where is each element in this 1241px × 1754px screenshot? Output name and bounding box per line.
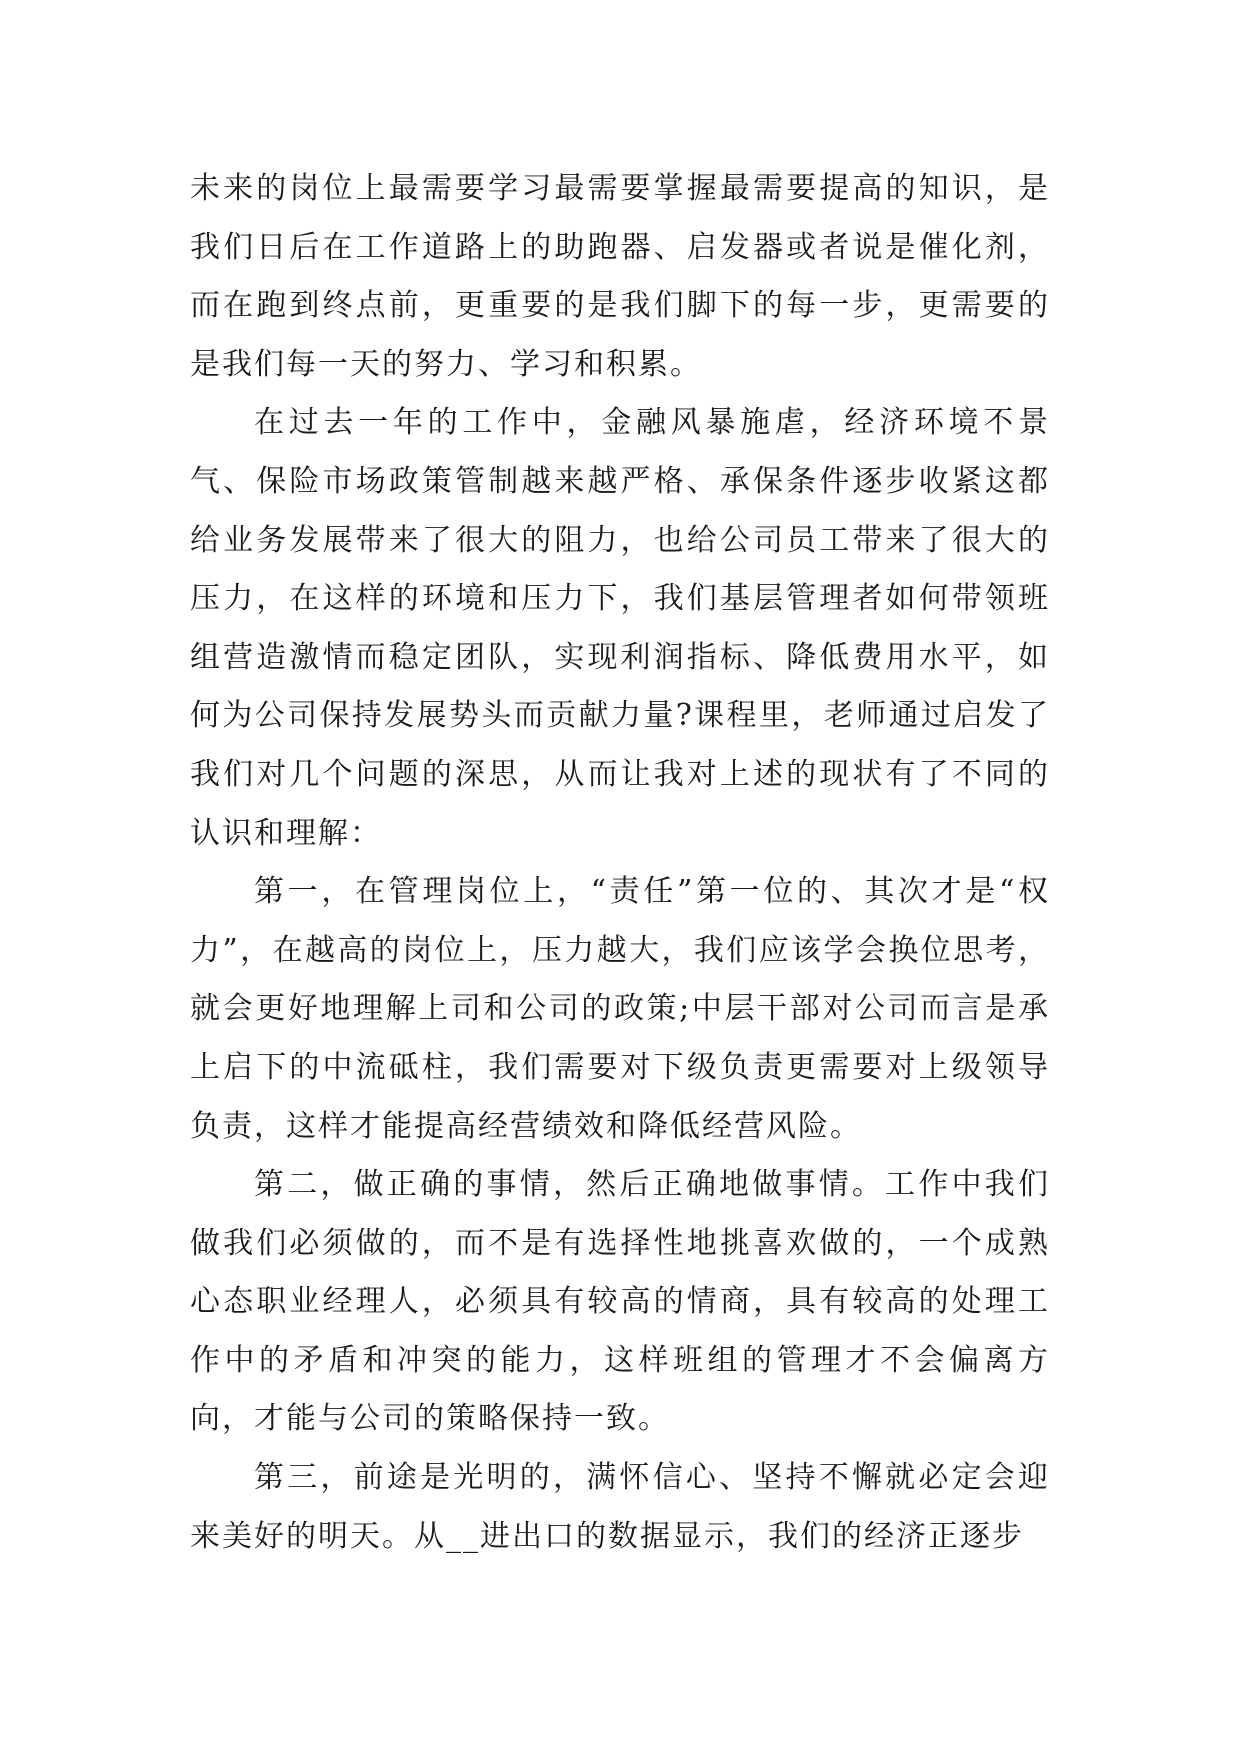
paragraph-2: 在过去一年的工作中，金融风暴施虐，经济环境不景气、保险市场政策管制越来越严格、承保条件逐步收紧这都给业务发展带来了很大的阻力，也给公司员工带来了很大的压力，在这样的环境和压力下，我们基层管理者如何带领班组营造激情而稳定团队，实现利润指标、降低费用水平，如何为公司保持发展势头而贡献力量?课程里，老师通过启发了我们对几个问题的深思，从而让我对上述的现状有了不同的认识和理解： (190, 405, 1050, 851)
paragraph-5: 第三，前途是光明的，满怀信心、坚持不懈就必定会迎来美好的明天。从__进出口的数据显示，我们的经济正逐步 (190, 1460, 1050, 1554)
document-body (190, 160, 1050, 1566)
paragraph-1: 未来的岗位上最需要学习最需要掌握最需要提高的知识，是我们日后在工作道路上的助跑器、启发器或者说是催化剂，而在跑到终点前，更重要的是我们脚下的每一步，更需要的是我们每一天的努力、学习和积累。 (190, 171, 1050, 382)
paragraph-3: 第一，在管理岗位上，“责任”第一位的、其次才是“权力”，在越高的岗位上，压力越大，我们应该学会换位思考，就会更好地理解上司和公司的政策;中层干部对公司而言是承上启下的中流砥柱，我们需要对下级负责更需要对上级领导负责，这样才能提高经营绩效和降低经营风险。 (190, 874, 1050, 1144)
paragraph-4: 第二，做正确的事情，然后正确地做事情。工作中我们做我们必须做的，而不是有选择性地挑喜欢做的，一个成熟心态职业经理人，必须具有较高的情商，具有较高的处理工作中的矛盾和冲突的能力，这样班组的管理才不会偏离方向，才能与公司的策略保持一致。 (190, 1167, 1050, 1437)
